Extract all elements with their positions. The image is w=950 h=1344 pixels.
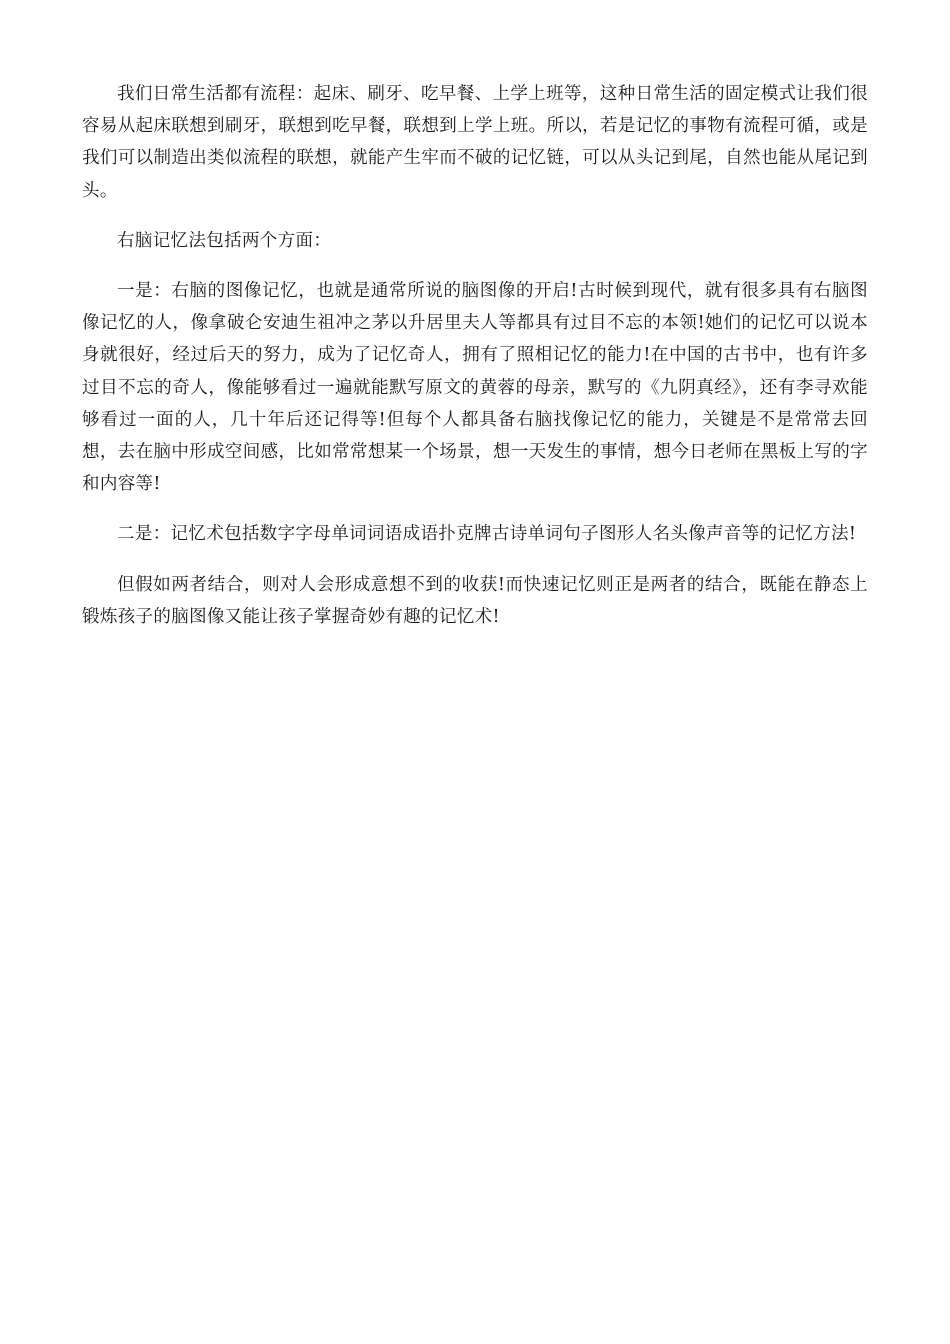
paragraph-right-brain-intro: 右脑记忆法包括两个方面： bbox=[117, 230, 332, 251]
document-body bbox=[82, 78, 868, 651]
paragraph-image-memory: 一是：右脑的图像记忆，也就是通常所说的脑图像的开启!古时候到现代，就有很多具有右脑图像记忆的人，像拿破仑安迪生祖冲之茅以升居里夫人等都具有过目不忘的本领!她们的记忆可以说本身就很好，经过后天的努力，成为了记忆奇人，拥有了照相记忆的能力!在中国的古书中，也有许多过目不忘的奇人，像能够看过一遍就能默写原文的黄蓉的母亲，默写的《九阴真经》，还有李寻欢能够看过一面的人，几十年后还记得等!但每个人都具备右脑找像记忆的能力，关键是不是常常去回想，去在脑中形成空间感，比如常常想某一个场景，想一天发生的事情，想今日老师在黑板上写的字和内容等! bbox=[82, 281, 868, 495]
paragraph-combination: 但假如两者结合，则对人会形成意想不到的收获!而快速记忆则正是两者的结合，既能在静态上锻炼孩子的脑图像又能让孩子掌握奇妙有趣的记忆术! bbox=[82, 574, 868, 627]
paragraph-daily-routine: 我们日常生活都有流程：起床、刷牙、吃早餐、上学上班等，这种日常生活的固定模式让我们很容易从起床联想到刷牙，联想到吃早餐，联想到上学上班。所以，若是记忆的事物有流程可循，或是我们可以制造出类似流程的联想，就能产生牢而不破的记忆链，可以从头记到尾，自然也能从尾记到头。 bbox=[82, 84, 868, 201]
paragraph-memory-techniques: 二是：记忆术包括数字字母单词词语成语扑克牌古诗单词句子图形人名头像声音等的记忆方法! bbox=[117, 524, 857, 545]
